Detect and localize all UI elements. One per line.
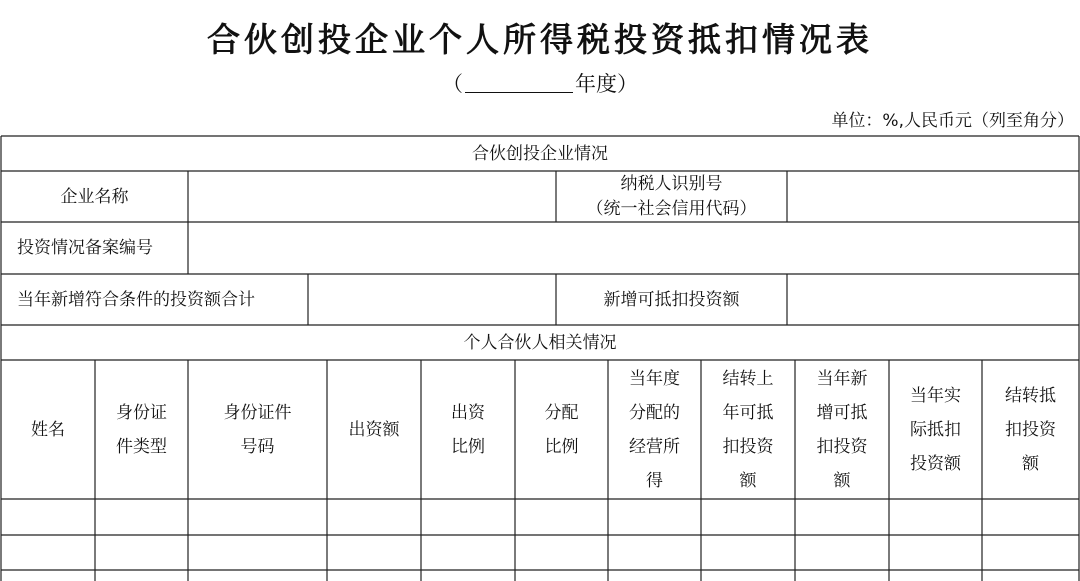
section2-header: 个人合伙人相关情况 (463, 332, 617, 353)
year-label: 年度） (575, 72, 638, 96)
column-header-10 (889, 360, 982, 499)
partner-row-2-cell-2[interactable] (95, 535, 188, 570)
new-deductible-label: 新增可抵扣投资额 (603, 289, 740, 310)
column-header-5-line-2: 比例 (451, 436, 485, 457)
column-header-2-line-2: 件类型 (116, 436, 167, 457)
column-header-8-line-2: 年可抵 (722, 402, 774, 423)
year-open-paren: （ (442, 72, 463, 96)
partner-row-2-cell-3[interactable] (188, 535, 327, 570)
partner-row-3-cell-5[interactable] (421, 570, 515, 581)
section1-header: 合伙创投企业情况 (472, 143, 608, 164)
filing-number-label: 投资情况备案编号 (17, 238, 153, 258)
taxpayer-id-field[interactable] (787, 171, 1079, 222)
column-header-3-line-1: 身份证件 (223, 402, 292, 423)
partner-row-2-cell-6[interactable] (515, 535, 608, 570)
column-header-6-line-2: 比例 (544, 436, 579, 457)
form-title: 合伙创投企业个人所得税投资抵扣情况表 (207, 20, 873, 59)
column-header-10-line-2: 际抵扣 (910, 419, 961, 440)
taxpayer-id-label-line1: 纳税人识别号 (620, 173, 723, 194)
partner-row-3-cell-10[interactable] (889, 570, 982, 581)
partner-row-3-cell-6[interactable] (515, 570, 608, 581)
column-header-7 (608, 360, 701, 499)
filing-number-field[interactable] (188, 222, 1079, 274)
partner-row-1-cell-7[interactable] (608, 499, 701, 535)
taxpayer-id-label-line2: （统一社会信用代码） (586, 198, 757, 219)
column-header-9-line-4: 额 (833, 470, 851, 491)
partner-row-2-cell-8[interactable] (701, 535, 795, 570)
enterprise-name-label: 企业名称 (60, 186, 129, 207)
partner-row-1-cell-6[interactable] (515, 499, 608, 535)
taxpayer-id-label (556, 171, 787, 222)
column-header-9-line-3: 扣投资 (816, 436, 868, 457)
partner-row-2-cell-9[interactable] (795, 535, 889, 570)
column-header-9 (795, 360, 889, 499)
partner-row-2-cell-11[interactable] (982, 535, 1079, 570)
column-header-8-line-3: 扣投资 (722, 436, 774, 457)
column-header-5-line-1: 出资 (451, 402, 485, 423)
column-header-10-line-1: 当年实 (910, 385, 961, 406)
column-header-8 (701, 360, 795, 499)
column-header-7-line-4: 得 (646, 470, 663, 491)
column-header-7-line-3: 经营所 (629, 436, 680, 457)
partner-row-3-cell-1[interactable] (1, 570, 95, 581)
partner-row-3-cell-2[interactable] (95, 570, 188, 581)
partner-row-2-cell-1[interactable] (1, 535, 95, 570)
partner-row-1-cell-2[interactable] (95, 499, 188, 535)
enterprise-name-field[interactable] (188, 171, 556, 222)
column-header-1-line-1: 姓名 (31, 419, 65, 440)
partner-row-1-cell-1[interactable] (1, 499, 95, 535)
partner-row-3-cell-9[interactable] (795, 570, 889, 581)
column-header-4-line-1: 出资额 (348, 419, 400, 440)
partner-row-1-cell-5[interactable] (421, 499, 515, 535)
partner-row-2-cell-5[interactable] (421, 535, 515, 570)
column-header-5 (421, 360, 515, 499)
partner-row-3-cell-11[interactable] (982, 570, 1079, 581)
column-header-3 (188, 360, 327, 499)
column-header-6-line-1: 分配 (544, 402, 579, 423)
partner-row-2-cell-4[interactable] (327, 535, 421, 570)
partner-row-1-cell-3[interactable] (188, 499, 327, 535)
column-header-7-line-2: 分配的 (629, 402, 680, 423)
new-deductible-field[interactable] (787, 274, 1079, 325)
partner-row-2-cell-10[interactable] (889, 535, 982, 570)
new-investment-total-label: 当年新增符合条件的投资额合计 (17, 289, 255, 310)
column-header-10-line-3: 投资额 (910, 453, 961, 474)
partner-row-3-cell-8[interactable] (701, 570, 795, 581)
partner-row-1-cell-4[interactable] (327, 499, 421, 535)
column-header-2 (95, 360, 188, 499)
column-header-8-line-4: 额 (739, 470, 757, 491)
unit-note: 单位：%,人民币元（列至角分） (831, 111, 1074, 131)
column-header-9-line-1: 当年新 (816, 368, 868, 389)
partner-row-2-cell-7[interactable] (608, 535, 701, 570)
partner-row-1-cell-9[interactable] (795, 499, 889, 535)
column-header-4 (327, 360, 421, 499)
column-header-6 (515, 360, 608, 499)
column-header-8-line-1: 结转上 (722, 368, 774, 389)
partner-row-1-cell-8[interactable] (701, 499, 795, 535)
column-header-9-line-2: 增可抵 (816, 402, 868, 423)
partner-row-3-cell-3[interactable] (188, 570, 327, 581)
column-header-3-line-2: 号码 (240, 436, 275, 457)
column-header-11-line-2: 扣投资 (1005, 419, 1056, 440)
column-header-11-line-1: 结转抵 (1005, 385, 1056, 406)
partner-row-3-cell-4[interactable] (327, 570, 421, 581)
column-header-11 (982, 360, 1079, 499)
new-investment-total-field[interactable] (308, 274, 556, 325)
partner-row-3-cell-7[interactable] (608, 570, 701, 581)
column-header-7-line-1: 当年度 (629, 368, 680, 389)
column-header-11-line-3: 额 (1022, 453, 1039, 474)
partner-row-1-cell-10[interactable] (889, 499, 982, 535)
column-header-1 (1, 360, 95, 499)
partner-row-1-cell-11[interactable] (982, 499, 1079, 535)
column-header-2-line-1: 身份证 (116, 402, 167, 423)
